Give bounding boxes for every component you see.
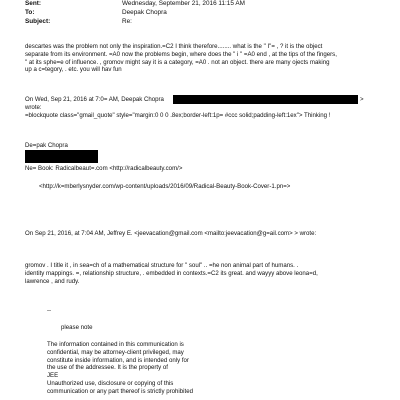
subject-label: Subject: [25, 18, 51, 25]
redaction-bar [25, 150, 98, 163]
paragraph-2-line: gromov . I title it , in sea=ch of a mathematical structure for " soul" .. =he non animal part of humans. . [25, 262, 299, 269]
subject-value: Re: [122, 18, 132, 25]
signature-image-link: <http://k=mberlysnyder.com/wp-content/uploads/2016/09/Radical-Beauty-Book-Cover-1.pn=> [39, 183, 291, 190]
notice-line: Unauthorized use, disclosure or copying of this [47, 379, 174, 387]
to-label: To: [25, 9, 35, 16]
notice-line: the use of the addressee. It is the property of [47, 364, 168, 372]
please-note: please note [61, 324, 93, 331]
notice-line: confidential, may be attorney-client privileged, may [47, 348, 184, 356]
notice-line: JEE [47, 372, 59, 380]
paragraph-2-line: lawrence , and rudy. [25, 277, 80, 285]
paragraph-1-line: up a c=tegory, . etc. you will hav fun [25, 66, 122, 74]
quote-1-header: On Wed, Sep 21, 2016 at 7:0= AM, Deepak Chopra [25, 96, 164, 103]
sent-value: Wednesday, September 21, 2016 11:15 AM [122, 0, 245, 7]
paragraph-1-line: descartes was the problem not only the inspiration.=C2 I think therefore........ what is the " I"= , ? it is the object [25, 43, 323, 50]
quote-1-header-end: > [360, 96, 364, 103]
signature-name: De=pak Chopra [25, 142, 68, 149]
confidentiality-notice [47, 341, 193, 396]
body-paragraph-2 [25, 262, 318, 285]
notice-line: communication or any part thereof is strictly prohibited [47, 387, 193, 395]
sent-label: Sent: [25, 0, 41, 7]
quote-1-wrote: wrote: [25, 104, 42, 111]
body-paragraph-1 [25, 43, 337, 74]
paragraph-1-line: " at its sphe=e of influence. , gromov might say it is a category, =A0 . not an object. there are many ojects making [25, 58, 330, 66]
signature-book: Ne= Book: Radicalbeaut=.com <http://radicalbeauty.com/> [25, 165, 183, 172]
quote-1-blockquote: =blockquote class="gmail_quote" style="margin:0 0 0 .8ex;border-left:1p= #ccc solid;padding-left:1ex"> Thinking ! [25, 112, 331, 119]
to-value: Deepak Chopra [122, 9, 167, 16]
paragraph-2-line: identity mappings. =, relationship structure, . embedded in contexts.=C2 its great. and wayyy above leona=d, [25, 269, 318, 277]
redaction-bar [173, 95, 358, 104]
notice-line: The information contained in this communication is [47, 341, 184, 348]
notice-line: constitute inside information, and is intended only for [47, 356, 189, 364]
paragraph-1-line: separate from its environment. =A0 now the problems begin, where does the " i " =A0 end , at the tips of the fingers, [25, 50, 337, 58]
quote-2-header: On Sep 21, 2016, at 7:04 AM, Jeffrey E. <jeevacation@gmail.com <mailto:jeevacation@g=ail.com> > wrote: [25, 230, 317, 237]
signature-dash: -- [47, 307, 52, 314]
